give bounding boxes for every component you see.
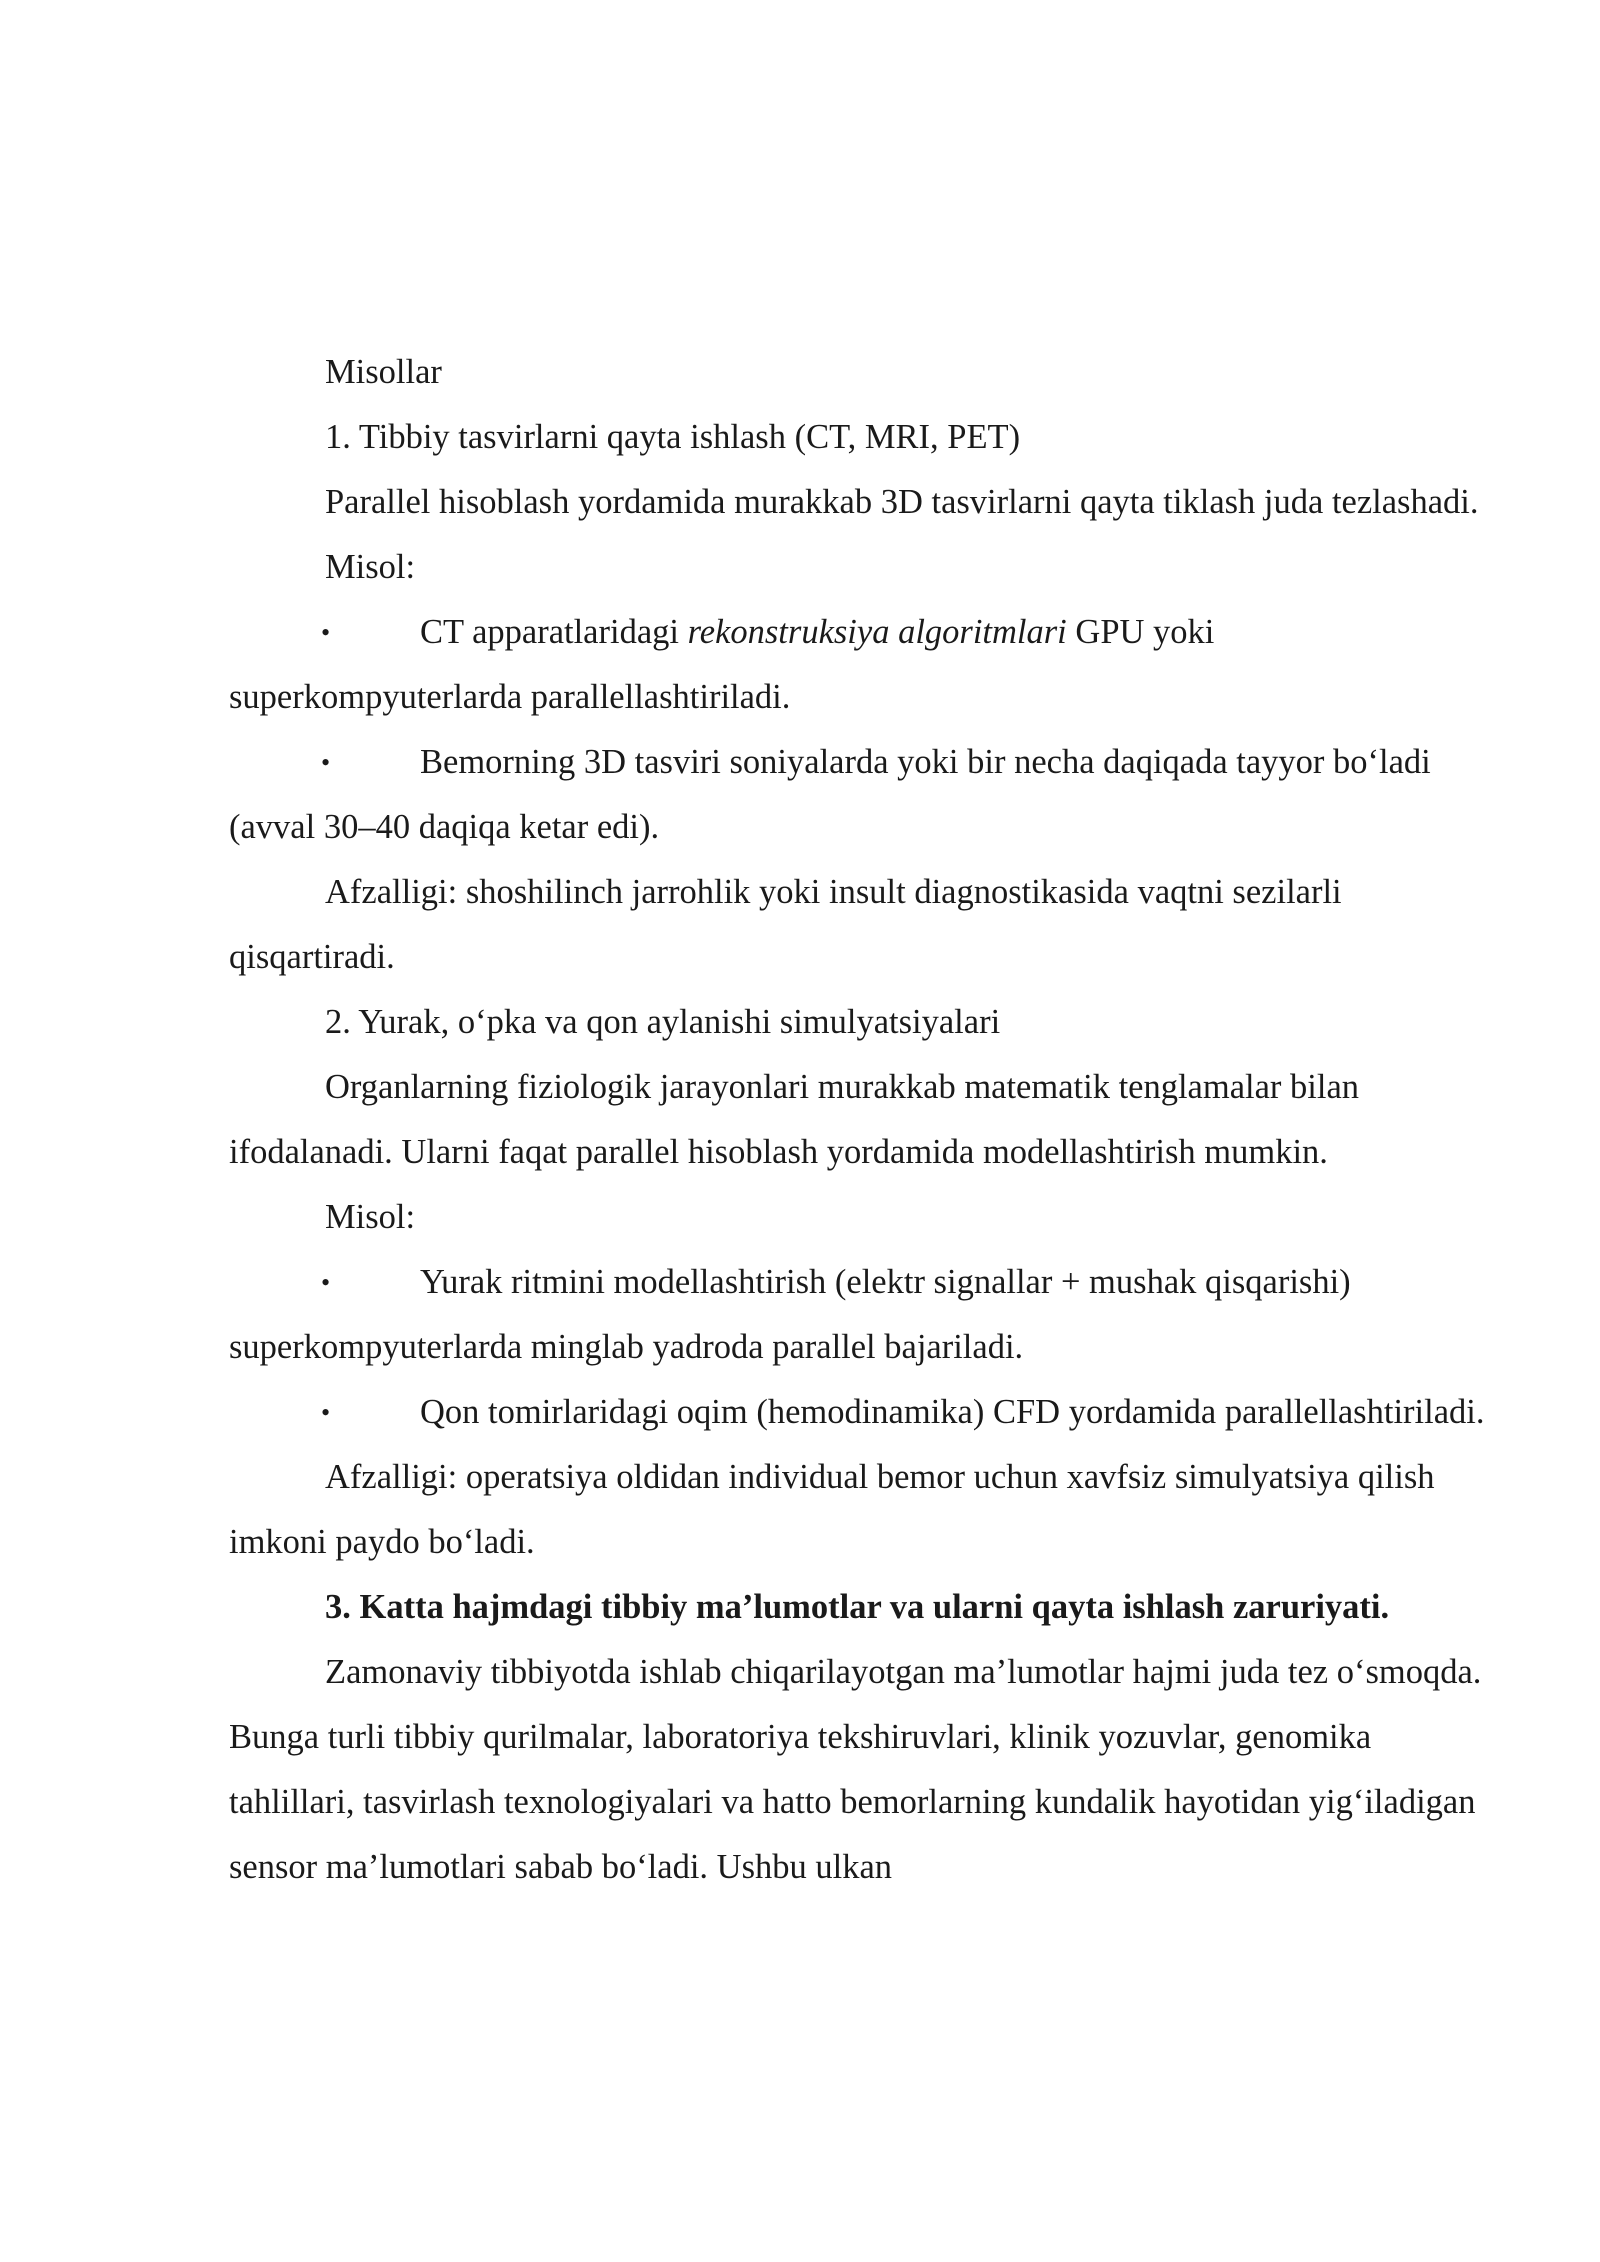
section-1-intro: Parallel hisoblash yordamida murakkab 3D tasvirlarni qayta tiklash juda tezlashadi. [325, 483, 1479, 521]
section-1-bullet-1 [229, 600, 1495, 730]
section-2-intro: Organlarning fiziologik jarayonlari murakkab matematik tenglamalar bilan ifodalanadi. Ularni faqat parallel hisoblash yordamida modellashtirish mumkin. [229, 1068, 1360, 1171]
section-1-bullet-1-pre: CT apparatlaridagi [420, 613, 688, 651]
bullet-icon: • [321, 618, 331, 647]
bullet-icon: • [321, 748, 331, 777]
section-1-example-label: Misol: [325, 548, 416, 586]
section-3-body: Zamonaviy tibbiyotda ishlab chiqarilayotgan ma’lumotlar hajmi juda tez o‘smoqda. Bunga turli tibbiy qurilmalar, laboratoriya tekshiruvlari, klinik yozuvlar, genomika tahlillari, tasvirlash texnologiyalari va hatto bemorlarning kundalik hayotidan yig‘iladigan sensor ma’lumotlari sabab bo‘ladi. Ushbu ulkan [229, 1653, 1482, 1886]
examples-heading: Misollar [325, 353, 442, 391]
section-3-heading: 3. Katta hajmdagi tibbiy ma’lumotlar va ularni qayta ishlash zaruriyati. [325, 1588, 1390, 1626]
bullet-icon: • [321, 1398, 331, 1427]
section-2-example-label: Misol: [325, 1198, 416, 1236]
section-1-bullet-1-italic: rekonstruksiya algoritmlari [687, 613, 1067, 651]
section-1-bullet-2-text: Bemorning 3D tasviri soniyalarda yoki bir necha daqiqada tayyor bo‘ladi (avval 30–40 daqiqa ketar edi). [229, 743, 1431, 846]
section-1-bullet-2 [229, 730, 1495, 860]
section-2-bullet-1-text: Yurak ritmini modellashtirish (elektr signallar + mushak qisqarishi) superkompyuterlarda minglab yadroda parallel bajariladi. [229, 1263, 1351, 1366]
section-2-advantage: Afzalligi: operatsiya oldidan individual bemor uchun xavfsiz simulyatsiya qilish imkoni paydo bo‘ladi. [229, 1458, 1435, 1561]
bullet-icon: • [321, 1268, 331, 1297]
section-2-bullet-2 [229, 1380, 1495, 1445]
section-2-bullet-1 [229, 1250, 1495, 1380]
section-2-bullet-2-text: Qon tomirlaridagi oqim (hemodinamika) CFD yordamida parallellashtiriladi. [420, 1393, 1485, 1431]
document-page [229, 340, 1495, 1900]
section-1-title: 1. Tibbiy tasvirlarni qayta ishlash (CT, MRI, PET) [325, 418, 1021, 456]
section-1-advantage: Afzalligi: shoshilinch jarrohlik yoki insult diagnostikasida vaqtni sezilarli qisqartiradi. [229, 873, 1342, 976]
section-2-title: 2. Yurak, o‘pka va qon aylanishi simulyatsiyalari [325, 1003, 1001, 1041]
section-1-bullet-1-post: GPU yoki superkompyuterlarda parallellashtiriladi. [229, 613, 1215, 716]
